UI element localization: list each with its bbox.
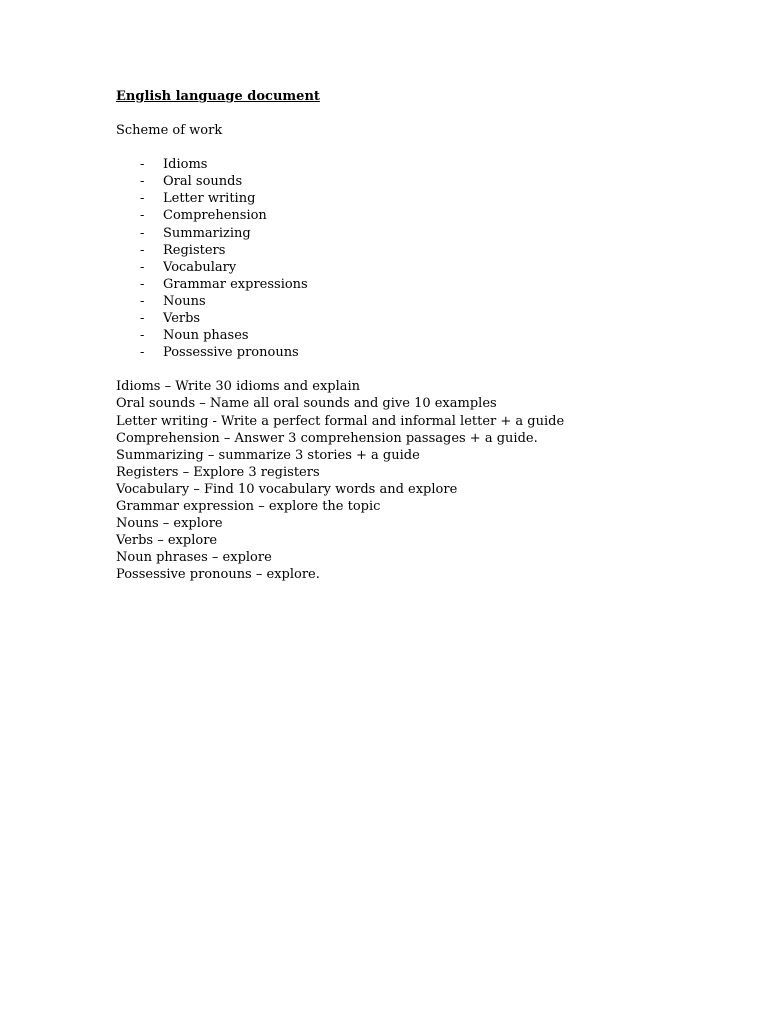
task-line: Nouns – explore (116, 516, 223, 532)
task-line: Vocabulary – Find 10 vocabulary words and explore (116, 481, 458, 497)
bullet-dash: - (140, 328, 145, 344)
task-line: Summarizing – summarize 3 stories + a guide (116, 447, 420, 463)
topic-label: Vocabulary (163, 259, 237, 275)
bullet-dash: - (140, 259, 145, 275)
topic-label: Idioms (163, 157, 208, 173)
list-item (116, 344, 728, 361)
list-item (116, 190, 728, 207)
topic-list (116, 156, 728, 361)
topic-label: Verbs (163, 311, 201, 327)
task-descriptions (116, 378, 728, 583)
task-line: Letter writing - Write a perfect formal and informal letter + a guide (116, 413, 565, 429)
list-item (116, 207, 728, 224)
topic-label: Nouns (163, 293, 206, 309)
bullet-dash: - (140, 311, 145, 327)
bullet-dash: - (140, 242, 145, 258)
list-item (116, 327, 728, 344)
bullet-dash: - (140, 345, 145, 361)
task-line: Oral sounds – Name all oral sounds and give 10 examples (116, 396, 497, 412)
task-line: Comprehension – Answer 3 comprehension passages + a guide. (116, 430, 538, 446)
task-line: Idioms – Write 30 idioms and explain (116, 379, 361, 395)
list-item (116, 225, 728, 242)
task-line: Grammar expression – explore the topic (116, 498, 381, 514)
scheme-of-work-heading: Scheme of work (116, 123, 223, 139)
list-item (116, 276, 728, 293)
topic-label: Comprehension (163, 208, 267, 224)
bullet-dash: - (140, 208, 145, 224)
bullet-dash: - (140, 276, 145, 292)
bullet-dash: - (140, 225, 145, 241)
document-title: English language document (116, 89, 320, 104)
bullet-dash: - (140, 157, 145, 173)
list-item (116, 310, 728, 327)
topic-label: Registers (163, 242, 226, 258)
list-item (116, 173, 728, 190)
task-line: Noun phrases – explore (116, 550, 272, 566)
topic-label: Oral sounds (163, 174, 243, 190)
task-line: Verbs – explore (116, 533, 218, 549)
list-item (116, 293, 728, 310)
topic-label: Noun phases (163, 328, 249, 344)
bullet-dash: - (140, 191, 145, 207)
topic-label: Summarizing (163, 225, 251, 241)
bullet-dash: - (140, 174, 145, 190)
task-line: Possessive pronouns – explore. (116, 567, 320, 583)
topic-label: Possessive pronouns (163, 345, 299, 361)
bullet-dash: - (140, 293, 145, 309)
list-item (116, 259, 728, 276)
list-item (116, 242, 728, 259)
topic-label: Letter writing (163, 191, 256, 207)
list-item (116, 156, 728, 173)
task-line: Registers – Explore 3 registers (116, 464, 320, 480)
topic-label: Grammar expressions (163, 276, 308, 292)
